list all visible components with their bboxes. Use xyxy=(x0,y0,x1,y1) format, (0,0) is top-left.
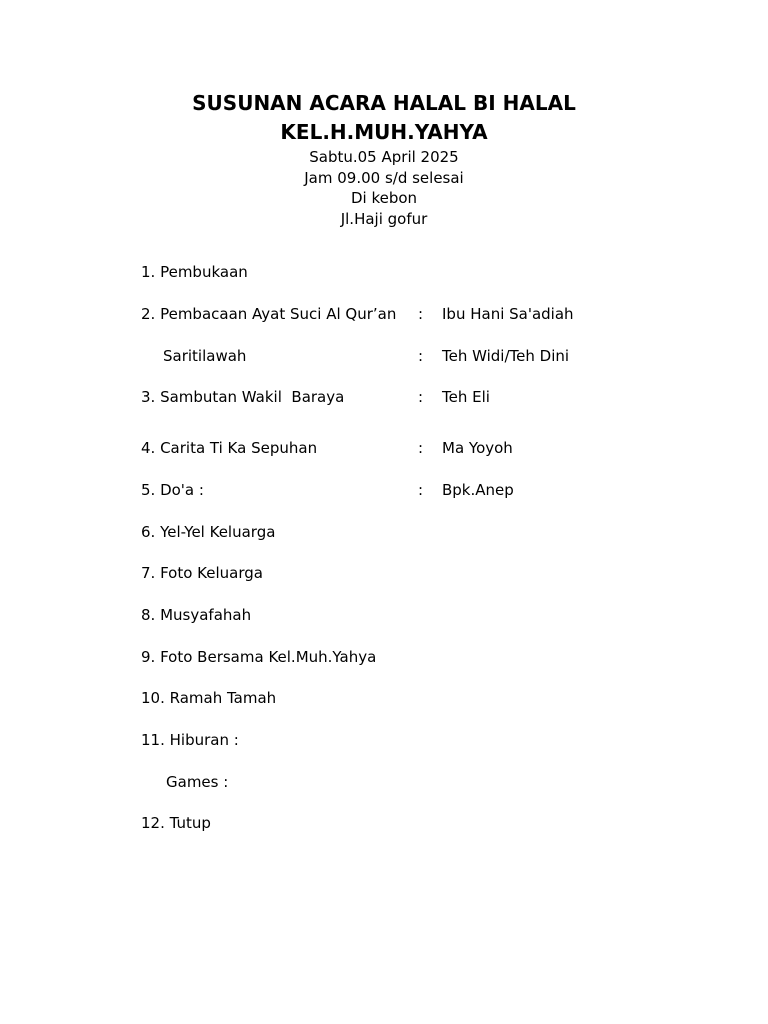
agenda-item-colon: : xyxy=(418,439,424,457)
agenda-item xyxy=(0,687,768,709)
agenda-item xyxy=(0,479,768,501)
event-time: Jam 09.00 s/d selesai xyxy=(304,169,464,187)
agenda-item xyxy=(0,812,768,834)
agenda-item-colon: : xyxy=(418,481,424,499)
agenda-item-label: 8. Musyafahah xyxy=(141,606,252,624)
agenda-item-person: Ma Yoyoh xyxy=(442,439,513,457)
agenda-item xyxy=(0,604,768,626)
agenda-item xyxy=(0,261,768,283)
agenda-item-label: 9. Foto Bersama Kel.Muh.Yahya xyxy=(141,648,377,666)
event-place: Di kebon xyxy=(350,189,418,207)
agenda-item-label: 2. Pembacaan Ayat Suci Al Qur’an xyxy=(141,305,397,323)
agenda-item-label: 7. Foto Keluarga xyxy=(141,564,263,582)
agenda-item xyxy=(0,729,768,751)
agenda-item xyxy=(0,646,768,668)
event-date: Sabtu.05 April 2025 xyxy=(309,148,459,166)
agenda-item xyxy=(0,521,768,543)
agenda-item-label: 10. Ramah Tamah xyxy=(141,689,277,707)
agenda-item-person: Bpk.Anep xyxy=(442,481,514,499)
agenda-item xyxy=(0,771,768,793)
agenda-item-label: 3. Sambutan Wakil Baraya xyxy=(141,388,345,406)
agenda-item-colon: : xyxy=(418,388,424,406)
agenda-item-label: 1. Pembukaan xyxy=(141,263,248,281)
agenda-item-label: 11. Hiburan : xyxy=(141,731,239,749)
family-name-title: KEL.H.MUH.YAHYA xyxy=(280,120,488,144)
agenda-item-label: 12. Tutup xyxy=(141,814,211,832)
agenda-item xyxy=(0,437,768,459)
agenda-item xyxy=(0,303,768,325)
agenda-item-person: Teh Widi/Teh Dini xyxy=(442,347,570,365)
agenda-item-colon: : xyxy=(418,347,424,365)
agenda-item-label: 6. Yel-Yel Keluarga xyxy=(141,523,276,541)
agenda-item xyxy=(0,345,768,367)
agenda-item-colon: : xyxy=(418,305,424,323)
agenda-item-person: Teh Eli xyxy=(442,388,490,406)
agenda-item xyxy=(0,386,768,408)
agenda-item-person: Ibu Hani Sa'adiah xyxy=(442,305,574,323)
agenda-item-label: 4. Carita Ti Ka Sepuhan xyxy=(141,439,318,457)
event-address: Jl.Haji gofur xyxy=(340,210,428,228)
agenda-item-label: Saritilawah xyxy=(163,347,247,365)
agenda-item xyxy=(0,562,768,584)
agenda-item-label: Games : xyxy=(166,773,229,791)
document-title: SUSUNAN ACARA HALAL BI HALAL xyxy=(192,91,576,115)
agenda-item-label: 5. Do'a : xyxy=(141,481,204,499)
